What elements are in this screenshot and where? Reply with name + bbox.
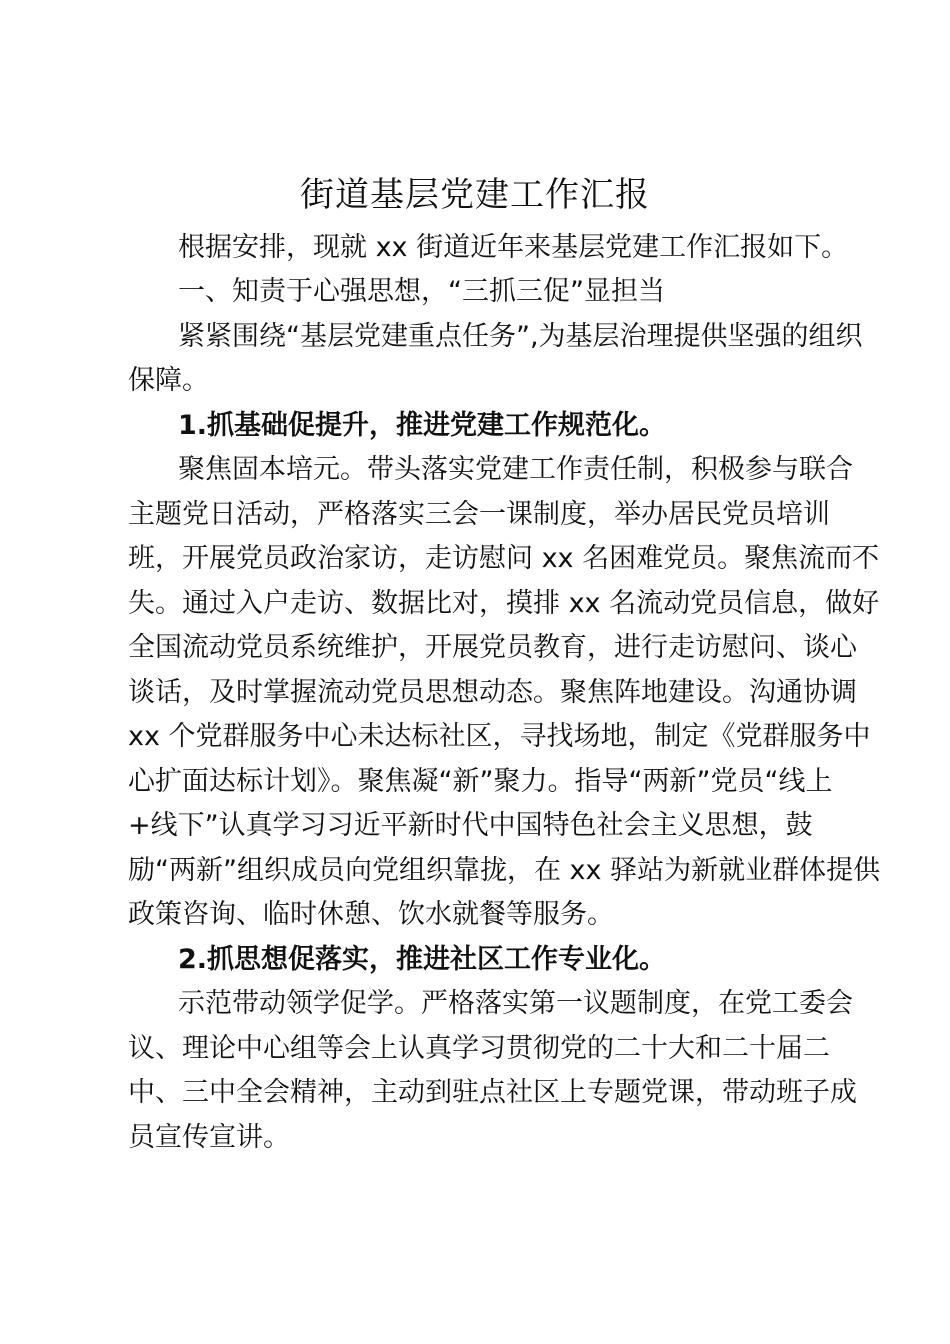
paragraph-line: xx 个党群服务中心未达标社区，寻找场地，制定《党群服务中	[128, 721, 871, 752]
paragraph-line: 聚焦固本培元。带头落实党建工作责任制，积极参与联合	[178, 454, 853, 485]
paragraph-line: 中、三中全会精神，主动到驻点社区上专题党课，带动班子成	[128, 1077, 857, 1108]
paragraph-line: 全国流动党员系统维护，开展党员教育，进行走访慰问、谈心	[128, 632, 857, 663]
paragraph-line: 心扩面达标计划》。聚焦凝“新”聚力。指导“两新”党员“线上	[128, 766, 833, 797]
paragraph-line: 谈话，及时掌握流动党员思想动态。聚焦阵地建设。沟通协调	[128, 677, 857, 708]
paragraph-line: 班，开展党员政治家访，走访慰问 xx 名困难党员。聚焦流而不	[128, 543, 880, 574]
paragraph-line: 紧紧围绕“基层党建重点任务”,为基层治理提供坚强的组织	[178, 321, 863, 352]
paragraph-line: 政策咨询、临时休憩、饮水就餐等服务。	[128, 899, 614, 930]
paragraph-line: 议、理论中心组等会上认真学习贯彻党的二十大和二十届二	[128, 1033, 830, 1064]
paragraph-line: 保障。	[128, 365, 209, 396]
paragraph-line: 失。通过入户走访、数据比对，摸排 xx 名流动党员信息，做好	[128, 588, 880, 619]
paragraph-line: 励“两新”组织成员向党组织靠拢，在 xx 驿站为新就业群体提供	[128, 855, 881, 886]
paragraph-line: 员宣传宣讲。	[128, 1122, 290, 1153]
subheading-2: 2.抓思想促落实，推进社区工作专业化。	[178, 944, 667, 975]
section-heading-1: 一、知责于心强思想，“三抓三促”显担当	[178, 276, 665, 307]
paragraph-line: +线下”认真学习习近平新时代中国特色社会主义思想，鼓	[128, 810, 813, 841]
subheading-1: 1.抓基础促提升，推进党建工作规范化。	[178, 410, 667, 441]
paragraph-line: 示范带动领学促学。严格落实第一议题制度，在党工委会	[178, 988, 853, 1019]
document-title: 街道基层党建工作汇报	[300, 175, 650, 215]
intro-paragraph: 根据安排，现就 xx 街道近年来基层党建工作汇报如下。	[178, 232, 849, 263]
paragraph-line: 主题党日活动，严格落实三会一课制度，举办居民党员培训	[128, 499, 830, 530]
